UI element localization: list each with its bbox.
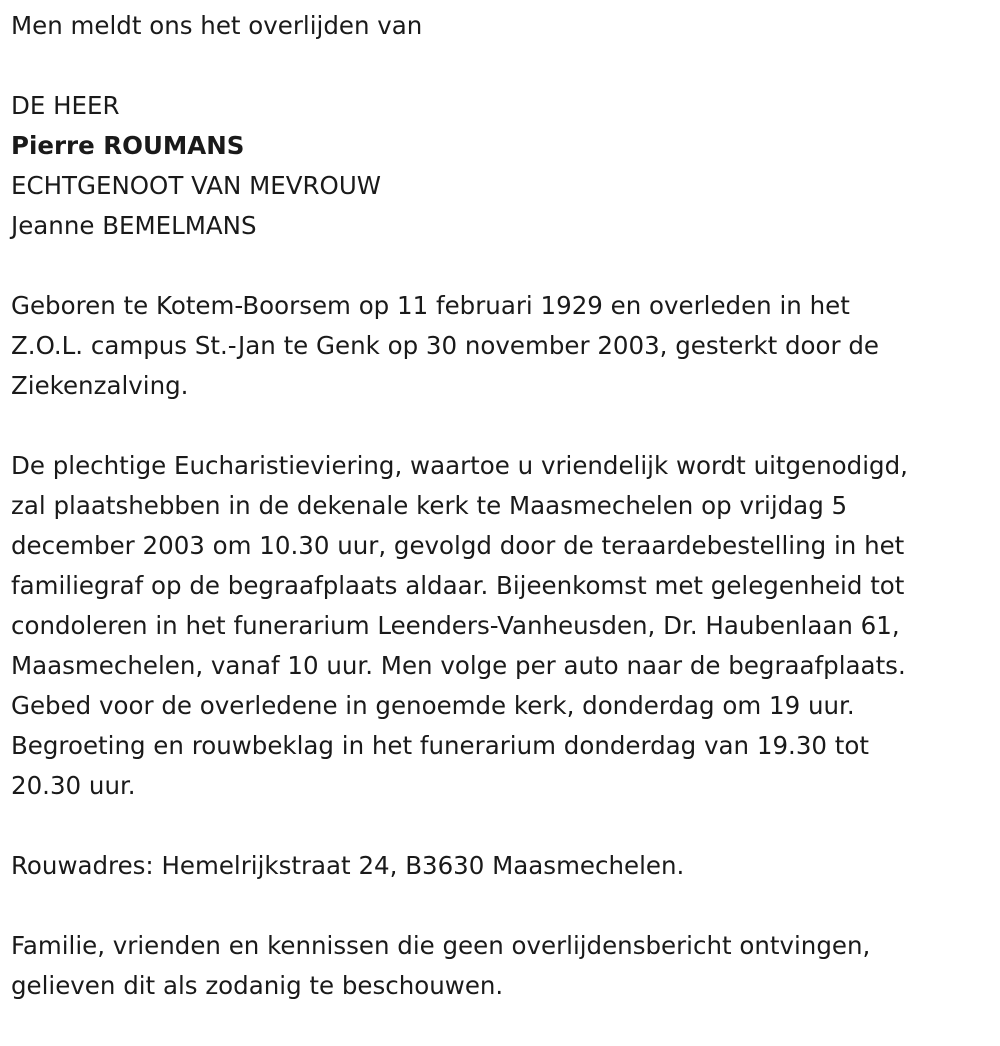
spacer [11, 886, 991, 926]
spacer [11, 806, 991, 846]
paragraph-line: condoleren in het funerarium Leenders-Vanheusden, Dr. Haubenlaan 61, [11, 611, 900, 640]
spacer [11, 406, 991, 446]
intro-text: Men meldt ons het overlijden van [11, 11, 423, 40]
spouse-name: Jeanne BEMELMANS [11, 211, 257, 240]
paragraph-line: Gebed voor de overledene in genoemde kerk, donderdag om 19 uur. [11, 691, 855, 720]
paragraph-line: 20.30 uur. [11, 771, 136, 800]
funeral-address: Rouwadres: Hemelrijkstraat 24, B3630 Maasmechelen. [11, 851, 685, 880]
paragraph-line: Begroeting en rouwbeklag in het funerarium donderdag van 19.30 tot [11, 731, 869, 760]
paragraph-line: Maasmechelen, vanaf 10 uur. Men volge per auto naar de begraafplaats. [11, 651, 906, 680]
paragraph-line: zal plaatshebben in de dekenale kerk te Maasmechelen op vrijdag 5 [11, 491, 848, 520]
obituary-notice [11, 6, 991, 1006]
salutation: DE HEER [11, 91, 120, 120]
closing-paragraph [11, 926, 991, 1006]
paragraph-line: Geboren te Kotem-Boorsem op 11 februari 1929 en overleden in het [11, 291, 850, 320]
paragraph-line: De plechtige Eucharistieviering, waartoe u vriendelijk wordt uitgenodigd, [11, 451, 908, 480]
paragraph-line: december 2003 om 10.30 uur, gevolgd door de teraardebestelling in het [11, 531, 905, 560]
paragraph-line: Ziekenzalving. [11, 371, 189, 400]
deceased-name: Pierre ROUMANS [11, 131, 245, 160]
paragraph-line: Familie, vrienden en kennissen die geen overlijdensbericht ontvingen, [11, 931, 871, 960]
spouse-title: ECHTGENOOT VAN MEVROUW [11, 171, 382, 200]
birth-death-paragraph [11, 286, 991, 406]
paragraph-line: Z.O.L. campus St.-Jan te Genk op 30 november 2003, gesterkt door de [11, 331, 879, 360]
ceremony-paragraph [11, 446, 991, 806]
paragraph-line: gelieven dit als zodanig te beschouwen. [11, 971, 504, 1000]
paragraph-line: familiegraf op de begraafplaats aldaar. Bijeenkomst met gelegenheid tot [11, 571, 905, 600]
spacer [11, 46, 991, 86]
spacer [11, 246, 991, 286]
